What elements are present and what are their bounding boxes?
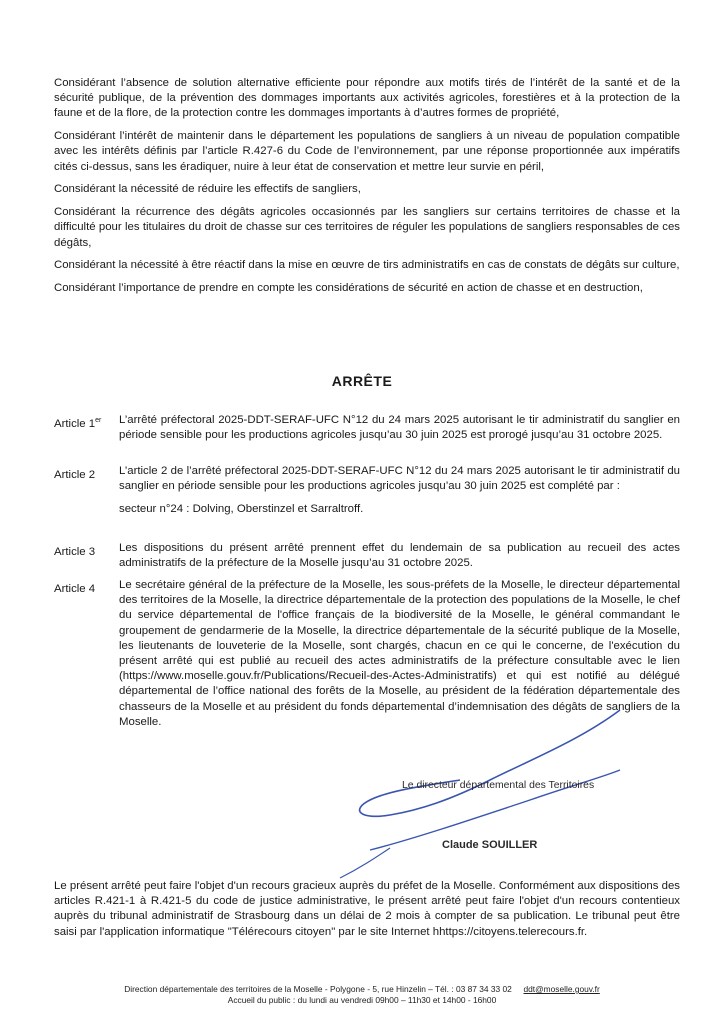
- page-footer: [0, 984, 724, 1006]
- considerant-paragraph: Considérant l’intérêt de maintenir dans le département les populations de sangliers à un niveau de population compatible avec les intérêts définis par l’article R.427-6 du Code de l’environnement, par une réponse proportionnée aux impératifs cités ci-dessus, sans les éradiquer, nuire à leur état de conservation et mettre leur survie en péril,: [54, 130, 680, 173]
- article-label: Article 1er: [54, 417, 102, 430]
- article-body: [119, 413, 680, 443]
- article-body: [119, 541, 680, 571]
- article-2: [54, 464, 680, 518]
- signatory-title: Le directeur départemental des Territoires: [402, 780, 595, 791]
- footer-address-line: Direction départementale des territoires de la Moselle - Polygone - 5, rue Hinzelin – Tél. : 03 87 34 33 02 ddt@moselle.gouv.fr: [124, 984, 600, 994]
- article-label: Article 4: [54, 582, 96, 595]
- article-3: [54, 541, 680, 571]
- signature-stroke: [340, 848, 390, 878]
- article-paragraph: Les dispositions du présent arrêté prennent effet du lendemain de sa publication au recueil des actes administratifs de la préfecture de la Moselle jusqu’au 31 octobre 2025.: [119, 542, 680, 570]
- considerants-section: [54, 76, 680, 304]
- article-body: [119, 464, 680, 518]
- article-paragraph: Le secrétaire général de la préfecture de la Moselle, les sous-préfets de la Moselle, le directeur départemental des territoires de la Moselle, la directrice départementale de la protection des populations de la Moselle, le chef du service départemental de l'office français de la biodiversité de la Moselle, le général commandant le groupement de gendarmerie de la Moselle, la directrice départementale de la sécurité publique de la Moselle, les lieutenants de louveterie de la Moselle, sont chargés, chacun en ce qui le concerne, de l'exécution du présent arrêté qui est publié au recueil des actes administratifs de la préfecture consultable avec le lien (https://www.moselle.gouv.fr/Publications/Recueil-des-Actes-Administratifs) et qui est notifié au délégué départemental de l’office national des forêts de la Moselle, au président de la fédération départementale des chasseurs de la Moselle et au président du fonds départemental d’indemnisation des dégâts de sangliers de la Moselle.: [119, 579, 680, 728]
- signatory-name: Claude SOUILLER: [442, 839, 538, 851]
- considerant-paragraph: Considérant l’absence de solution alternative efficiente pour répondre aux motifs tirés de l’intérêt de la santé et de la sécurité publique, de la prévention des dommages importants aux activités agricoles, forestières et à la protection de la faune et de la flore, de la protection contre les dommages importants à d’autres formes de propriété,: [54, 77, 680, 120]
- article-label: Article 3: [54, 545, 96, 558]
- considerant-paragraph: Considérant la récurrence des dégâts agricoles occasionnés par les sangliers sur certains territoires de chasse et la difficulté pour les titulaires du droit de chasse sur ces territoires de réguler les populations de sangliers responsables de ces dégâts,: [54, 206, 680, 249]
- footer-hours-line: Accueil du public : du lundi au vendredi 09h00 – 11h30 et 14h00 - 16h00: [227, 995, 497, 1005]
- considerant-paragraph: Considérant l’importance de prendre en compte les considérations de sécurité en action de chasse et en destruction,: [54, 282, 643, 295]
- secteur-line: secteur n°24 : Dolving, Oberstinzel et Sarraltroff.: [119, 503, 364, 516]
- arrete-heading: ARRÊTE: [331, 373, 393, 389]
- article-1: [54, 413, 680, 443]
- article-paragraph: L’article 2 de l’arrêté préfectoral 2025-DDT-SERAF-UFC N°12 du 24 mars 2025 autorisant le tir administratif du sanglier en période sensible pour les productions agricoles jusqu’au 30 juin 2025 est complété par :: [119, 465, 680, 493]
- considerant-paragraph: Considérant la nécessité de réduire les effectifs de sangliers,: [54, 183, 361, 196]
- article-paragraph: L’arrêté préfectoral 2025-DDT-SERAF-UFC N°12 du 24 mars 2025 autorisant le tir administratif du sanglier en période sensible pour les productions agricoles jusqu’au 30 juin 2025 est prorogé jusqu’au 31 octobre 2025.: [119, 414, 680, 442]
- article-label: Article 2: [54, 468, 96, 481]
- footer-email-link[interactable]: ddt@moselle.gouv.fr: [523, 984, 600, 994]
- recours-notice: Le présent arrêté peut faire l'objet d'un recours gracieux auprès du préfet de la Moselle. Conformément aux dispositions des articles R.421-1 à R.421-5 du code de justice administrative, le présent arrêté peut faire l'objet d'un recours contentieux auprès du tribunal administratif de Strasbourg dans un délai de 2 mois à compter de sa publication. Le tribunal peut être saisi par l'application informatique "Télérecours citoyen" par le site Internet hhttps://citoyens.telerecours.fr.: [54, 880, 680, 938]
- signature-stroke: [360, 710, 620, 816]
- considerant-paragraph: Considérant la nécessité à être réactif dans la mise en œuvre de tirs administratifs en cas de constats de dégâts sur culture,: [54, 259, 680, 272]
